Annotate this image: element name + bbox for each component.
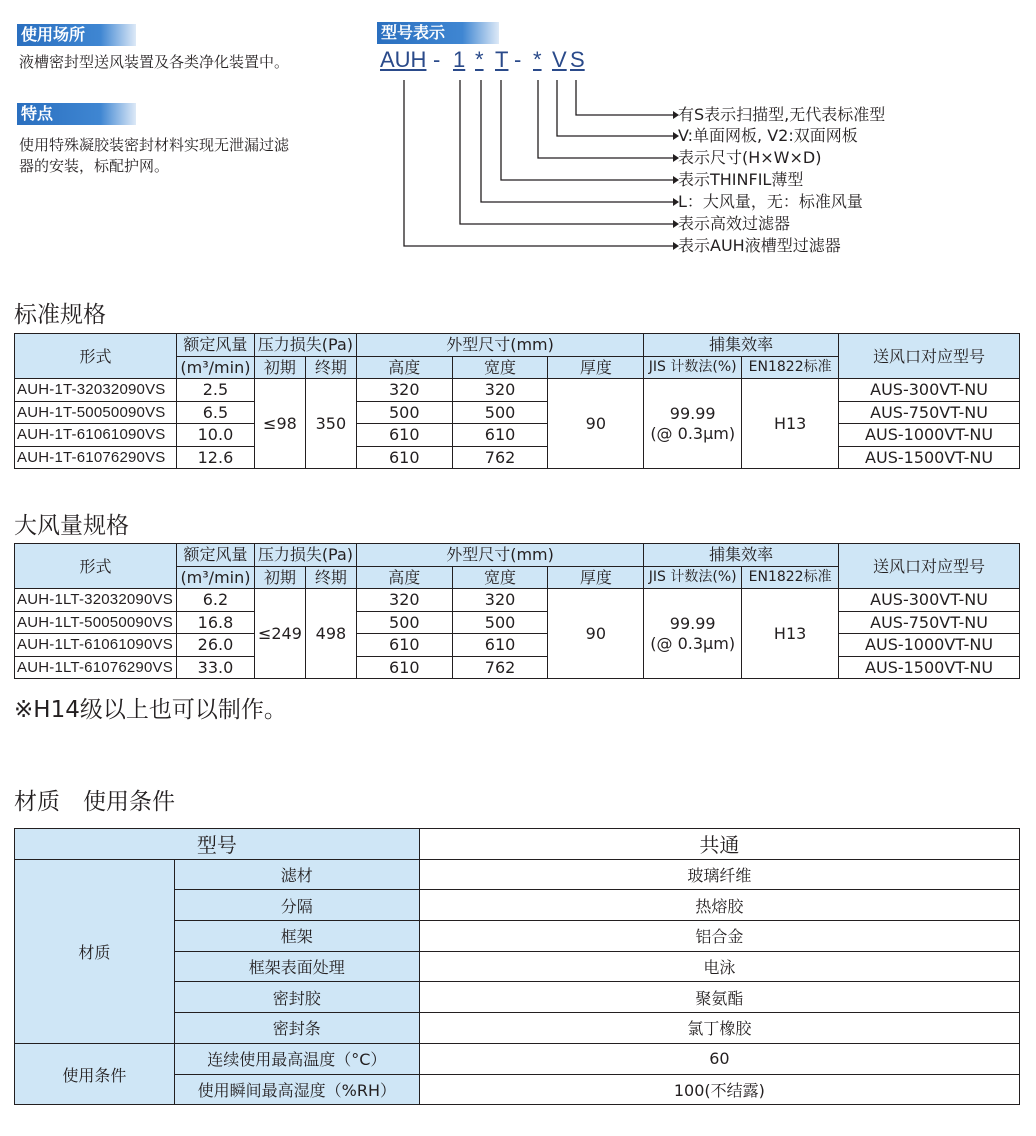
cell-jis (644, 589, 742, 679)
cell-airflow: 2.5 (176, 379, 254, 402)
code-part-thin: T (495, 47, 509, 72)
cell-model: AUH-1T-61061090VS (15, 424, 177, 447)
legend-hepa: 表示高效过滤器 (678, 214, 791, 233)
cell-outlet: AUS-750VT-NU (839, 401, 1020, 424)
cell-final-loss: 350 (305, 379, 356, 469)
cell-initial-loss: ≤249 (254, 589, 305, 679)
th-efficiency: 捕集效率 (644, 334, 839, 357)
note: ※H14级以上也可以制作。 (14, 697, 287, 723)
cell-thickness: 90 (548, 589, 644, 679)
cell-item: 框架表面处理 (174, 951, 419, 982)
cell-outlet: AUS-750VT-NU (839, 611, 1020, 634)
cell-width: 320 (452, 379, 548, 402)
cell-model: AUH-1T-32032090VS (15, 379, 177, 402)
table-row (15, 656, 1020, 679)
cell-final-loss: 498 (305, 589, 356, 679)
table-row (15, 446, 1020, 469)
cell-airflow: 16.8 (176, 611, 254, 634)
cell-outlet: AUS-1500VT-NU (839, 656, 1020, 679)
th-width: 宽度 (452, 566, 548, 589)
cell-item: 分隔 (174, 890, 419, 921)
materials-table (14, 828, 1020, 1105)
th-pressure: 压力损失(Pa) (254, 544, 356, 567)
group-material: 材质 (15, 859, 175, 1043)
standard-spec-table (14, 333, 1020, 469)
cell-jis (644, 379, 742, 469)
cell-model: AUH-1T-50050090VS (15, 401, 177, 424)
code-part-scan: S (570, 47, 585, 72)
th-common: 共通 (419, 829, 1019, 860)
cell-height: 610 (356, 424, 452, 447)
cell-width: 610 (452, 424, 548, 447)
table-row (15, 1043, 1020, 1074)
th-form: 形式 (15, 334, 177, 379)
cell-item: 使用瞬间最高湿度（%RH） (174, 1074, 419, 1105)
th-height: 高度 (356, 356, 452, 379)
th-thickness: 厚度 (548, 566, 644, 589)
th-model: 型号 (15, 829, 420, 860)
th-thickness: 厚度 (548, 356, 644, 379)
usage-title: 使用场所 (17, 24, 136, 46)
cell-height: 500 (356, 401, 452, 424)
th-initial: 初期 (254, 356, 305, 379)
cell-width: 762 (452, 656, 548, 679)
code-part-mesh: V (552, 47, 567, 72)
cell-item: 密封条 (174, 1013, 419, 1044)
cell-thickness: 90 (548, 379, 644, 469)
cell-width: 320 (452, 589, 548, 612)
code-part-dash: - (514, 47, 522, 72)
th-initial: 初期 (254, 566, 305, 589)
th-jis: JIS 计数法(%) (644, 356, 742, 379)
cell-value: 玻璃纤维 (419, 859, 1019, 890)
table-row (15, 379, 1020, 402)
legend-series: 表示AUH液槽型过滤器 (678, 236, 841, 255)
cell-value: 聚氨酯 (419, 982, 1019, 1013)
th-outlet: 送风口对应型号 (839, 544, 1020, 589)
cell-airflow: 33.0 (176, 656, 254, 679)
table-row (15, 634, 1020, 657)
model-code-title: 型号表示 (377, 22, 499, 44)
legend-scan: 有S表示扫描型,无代表标准型 (678, 105, 886, 124)
th-jis: JIS 计数法(%) (644, 566, 742, 589)
cell-value: 氯丁橡胶 (419, 1013, 1019, 1044)
large-spec-table (14, 543, 1020, 679)
cell-width: 762 (452, 446, 548, 469)
th-dimensions: 外型尺寸(mm) (356, 544, 643, 567)
cell-outlet: AUS-300VT-NU (839, 589, 1020, 612)
table-row (15, 589, 1020, 612)
table-row (15, 424, 1020, 447)
th-en: EN1822标准 (742, 566, 839, 589)
cell-height: 500 (356, 611, 452, 634)
th-efficiency: 捕集效率 (644, 544, 839, 567)
jis-condition: (@ 0.3μm) (650, 633, 736, 653)
table-row (15, 611, 1020, 634)
legend-mesh: V:单面网板, V2:双面网板 (678, 126, 858, 145)
cell-model: AUH-1LT-61061090VS (15, 634, 177, 657)
code-part-size: * (533, 47, 542, 72)
cell-airflow: 10.0 (176, 424, 254, 447)
cell-item: 连续使用最高温度（°C） (174, 1043, 419, 1074)
large-title: 大风量规格 (14, 513, 129, 539)
cell-item: 滤材 (174, 859, 419, 890)
cell-height: 610 (356, 634, 452, 657)
code-part-series: AUH (380, 47, 427, 72)
code-part-airflow: * (475, 47, 484, 72)
legend-size: 表示尺寸(H×W×D) (678, 148, 822, 167)
cell-en: H13 (742, 379, 839, 469)
cell-model: AUH-1LT-50050090VS (15, 611, 177, 634)
cell-height: 610 (356, 656, 452, 679)
cell-model: AUH-1LT-32032090VS (15, 589, 177, 612)
features-text (19, 135, 289, 177)
table-row (15, 401, 1020, 424)
cell-value: 电泳 (419, 951, 1019, 982)
group-conditions: 使用条件 (15, 1043, 175, 1104)
cell-outlet: AUS-1000VT-NU (839, 634, 1020, 657)
jis-condition: (@ 0.3μm) (650, 423, 736, 443)
cell-airflow: 26.0 (176, 634, 254, 657)
th-final: 终期 (305, 356, 356, 379)
cell-model: AUH-1LT-61076290VS (15, 656, 177, 679)
cell-width: 500 (452, 611, 548, 634)
materials-title: 材质 使用条件 (14, 789, 175, 815)
th-en: EN1822标准 (742, 356, 839, 379)
cell-height: 320 (356, 589, 452, 612)
th-width: 宽度 (452, 356, 548, 379)
th-final: 终期 (305, 566, 356, 589)
th-airflow-unit: (m³/min) (176, 566, 254, 589)
cell-value: 铝合金 (419, 921, 1019, 952)
code-part-grade: 1 (453, 47, 466, 72)
th-outlet: 送风口对应型号 (839, 334, 1020, 379)
legend-thin: 表示THINFIL薄型 (678, 170, 804, 189)
cell-height: 610 (356, 446, 452, 469)
code-part-dash: - (433, 47, 441, 72)
model-code (380, 47, 590, 77)
cell-width: 610 (452, 634, 548, 657)
cell-outlet: AUS-300VT-NU (839, 379, 1020, 402)
th-airflow: 额定风量 (176, 334, 254, 357)
features-line-2: 器的安装，标配护网。 (19, 157, 170, 175)
legend-airflow: L：大风量，无：标准风量 (678, 192, 863, 211)
th-airflow-unit: (m³/min) (176, 356, 254, 379)
cell-airflow: 6.2 (176, 589, 254, 612)
cell-height: 320 (356, 379, 452, 402)
th-dimensions: 外型尺寸(mm) (356, 334, 643, 357)
usage-text: 液槽密封型送风装置及各类净化装置中。 (19, 53, 290, 71)
features-line-1: 使用特殊凝胶装密封材料实现无泄漏过滤 (19, 136, 290, 154)
cell-en: H13 (742, 589, 839, 679)
th-pressure: 压力损失(Pa) (254, 334, 356, 357)
cell-airflow: 12.6 (176, 446, 254, 469)
jis-value: 99.99 (669, 403, 716, 423)
cell-value: 100(不结露) (419, 1074, 1019, 1105)
cell-initial-loss: ≤98 (254, 379, 305, 469)
cell-model: AUH-1T-61076290VS (15, 446, 177, 469)
th-form: 形式 (15, 544, 177, 589)
cell-outlet: AUS-1000VT-NU (839, 424, 1020, 447)
standard-title: 标准规格 (14, 302, 106, 328)
features-title: 特点 (17, 103, 136, 125)
materials-header-row (15, 829, 1020, 860)
jis-value: 99.99 (669, 613, 716, 633)
cell-item: 密封胶 (174, 982, 419, 1013)
th-height: 高度 (356, 566, 452, 589)
cell-value: 60 (419, 1043, 1019, 1074)
table-row (15, 859, 1020, 890)
cell-width: 500 (452, 401, 548, 424)
cell-item: 框架 (174, 921, 419, 952)
cell-outlet: AUS-1500VT-NU (839, 446, 1020, 469)
cell-airflow: 6.5 (176, 401, 254, 424)
th-airflow: 额定风量 (176, 544, 254, 567)
model-code-leader-lines (380, 78, 680, 258)
cell-value: 热熔胶 (419, 890, 1019, 921)
